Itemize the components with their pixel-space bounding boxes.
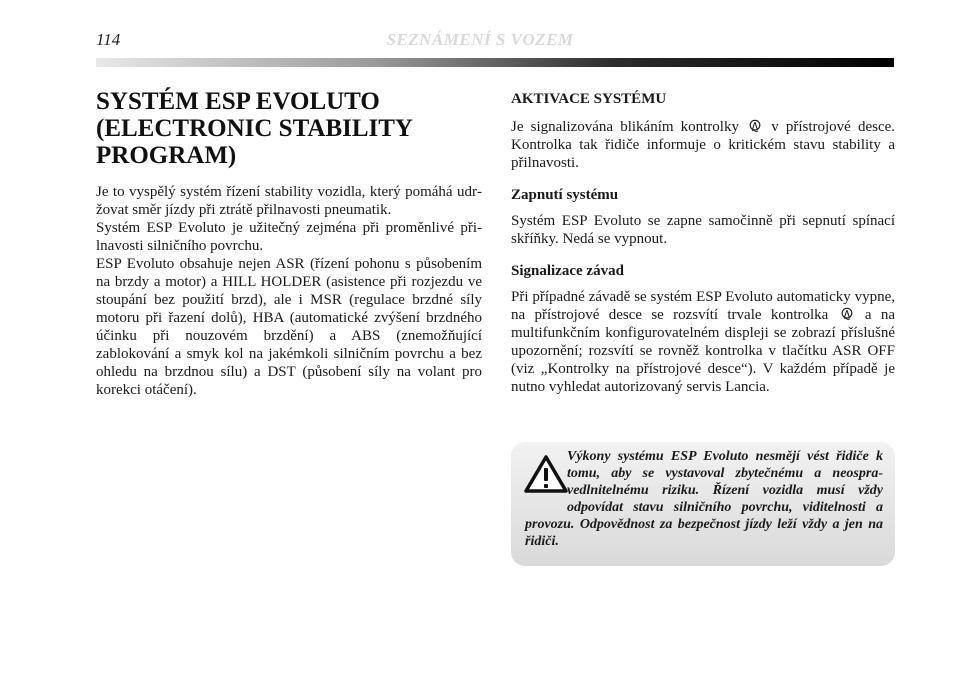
fault-heading: Signalizace závad	[511, 263, 624, 279]
esp-warning-light-icon	[840, 307, 854, 321]
switch-on-heading: Zapnutí systému	[511, 187, 619, 203]
section-title: SYSTÉM ESP EVOLUTO (ELECTRONIC STABILITY PROGRAM)	[96, 88, 413, 169]
fault-text-end: a na multifunkčním konfigurovatelném displeji se zobrazí příslušné upozornění; rozsvítí se rovněž kontrolka v tlačítku ASR OFF (viz „Kontrolky na přístrojové desce“). V každém případě je nutno vyhledat autorizovaný servis Lancia.	[511, 307, 896, 395]
warning-box	[511, 442, 895, 566]
components-paragraph: ESP Evoluto obsahuje nejen ASR (řízení pohonu s působením na brzdy a motor) a HILL HOLDER (asistence při rozjezdu ve stoupání bez použití brzd), ale i MSR (regulace brzdné síly motoru při řazení dolů), HBA (automatické zvýšení brzdného účinku při nouzovém brzdění) a ABS (znemožňující zablokování a smyk kol na jakémkoli silničním povrchu a bez ohledu na brzdnou sílu) a DST (působení síly na volant pro korekci otáčení).	[96, 256, 482, 398]
fault-text	[511, 288, 895, 396]
left-column	[96, 88, 482, 399]
activation-text	[511, 118, 895, 172]
warning-text-content: Výkony systému ESP Evoluto nesmějí vést řidiče k tomu, aby se vystavoval zbytečnému a neospravedlnitelnému riziku. Řízení vozidla musí vždy odpovídat stavu silničního povrchu, viditelnosti a provozu. Odpovědnost za bezpečnost jízdy leží vždy a jen na řidiči.	[525, 449, 883, 549]
activation-text-end: v přístrojové desce. Kontrolka tak řidiče informuje o kritickém stavu stability a přilnavosti.	[511, 119, 896, 171]
header-rule	[96, 58, 894, 67]
activation-heading: AKTIVACE SYSTÉMU	[511, 91, 667, 107]
page-number: 114	[96, 30, 121, 49]
right-column	[511, 90, 895, 410]
fault-text-start: Při případné závadě se systém ESP Evoluto automaticky vypne, na přístrojové desce se rozsvítí trvale kontrolka	[511, 289, 895, 323]
activation-text-start: Je signalizována blikáním kontrolky	[511, 119, 739, 135]
switch-on-text: Systém ESP Evoluto se zapne samočinně při sepnutí spínací skříňky. Nedá se vypnout.	[511, 213, 895, 247]
running-title: SEZNÁMENÍ S VOZEM	[386, 30, 574, 49]
fault-section	[511, 262, 895, 396]
switch-on-section	[511, 186, 895, 248]
intro-paragraph: Je to vyspělý systém řízení stability vozidla, který pomáhá udržovat směr jízdy při ztrátě přilnavosti pneumatik.	[96, 184, 482, 218]
usage-paragraph: Systém ESP Evoluto je užitečný zejména při proměnlivé přilnavosti silničního povrchu.	[96, 220, 482, 254]
esp-warning-light-icon	[748, 119, 762, 133]
warning-text	[525, 448, 883, 550]
activation-section	[511, 90, 895, 172]
